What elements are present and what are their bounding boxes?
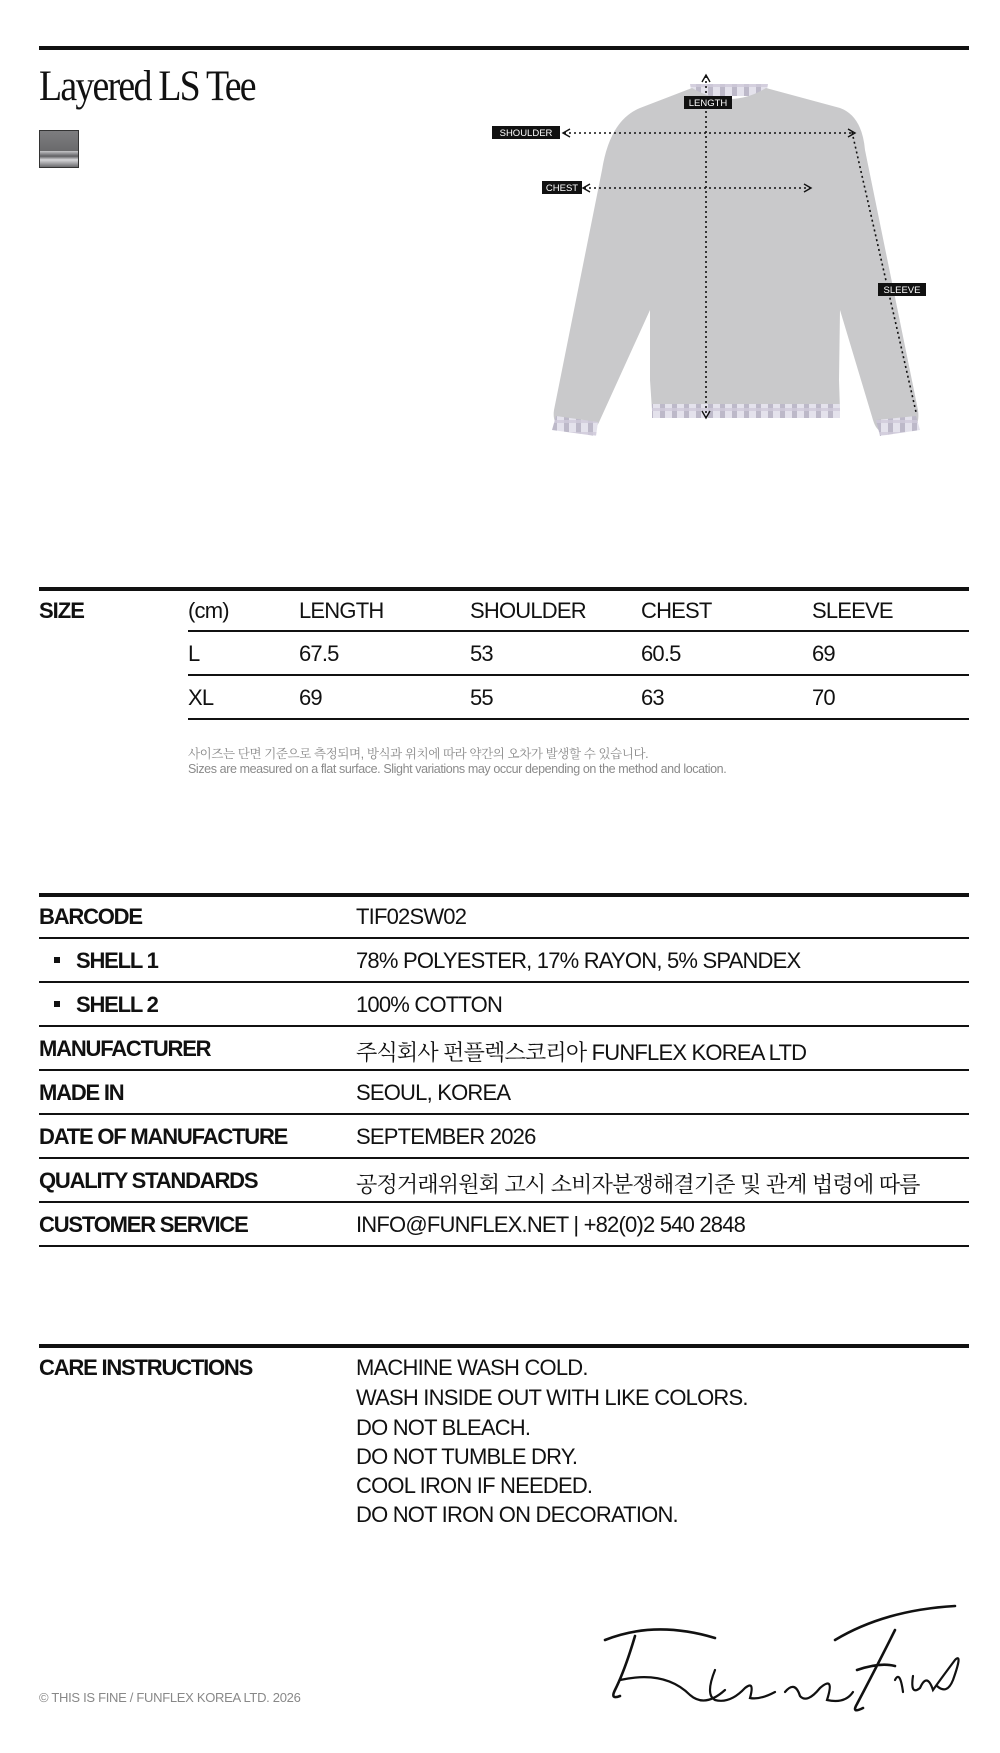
sleeve-label: SLEEVE: [883, 285, 921, 296]
size-header-chest: CHEST: [641, 598, 712, 623]
size-cell: 70: [812, 685, 835, 710]
spec-key-shell-1: SHELL 1: [54, 948, 158, 974]
spec-divider: [39, 1069, 969, 1071]
size-cell: 69: [299, 685, 322, 710]
bullet-icon: [54, 1001, 60, 1007]
spec-key-customer-service: CUSTOMER SERVICE: [39, 1212, 248, 1237]
size-header-shoulder: SHOULDER: [470, 598, 586, 623]
size-cell: 55: [470, 685, 493, 710]
copyright: © THIS IS FINE / FUNFLEX KOREA LTD. 2026: [39, 1690, 301, 1705]
hem-layer: [652, 404, 840, 418]
care-line: DO NOT BLEACH.: [356, 1415, 531, 1440]
top-rule: [39, 46, 969, 50]
spec-key-made-in: MADE IN: [39, 1080, 124, 1105]
spec-table-rule: [39, 893, 969, 897]
size-cell: 67.5: [299, 641, 339, 666]
spec-key-date: DATE OF MANUFACTURE: [39, 1124, 288, 1149]
size-cell: L: [188, 641, 200, 666]
spec-value-barcode: TIF02SW02: [356, 904, 467, 929]
spec-divider: [39, 1157, 969, 1159]
spec-value-manufacturer: 주식회사 펀플렉스코리아 FUNFLEX KOREA LTD: [356, 1040, 807, 1065]
spec-divider: [39, 1025, 969, 1027]
size-table-rule: [39, 587, 969, 591]
bullet-icon: [54, 957, 60, 963]
size-row-divider: [188, 630, 969, 632]
size-heading: SIZE: [39, 598, 84, 623]
size-note-en: Sizes are measured on a flat surface. Slight variations may occur depending on the method and location.: [188, 762, 727, 776]
spec-key-manufacturer: MANUFACTURER: [39, 1036, 211, 1061]
size-cell: 69: [812, 641, 835, 666]
size-diagram: [499, 80, 980, 500]
spec-divider: [39, 981, 969, 983]
spec-value-shell-1: 78% POLYESTER, 17% RAYON, 5% SPANDEX: [356, 948, 801, 973]
signature-logo: [595, 1600, 965, 1720]
spec-key-quality: QUALITY STANDARDS: [39, 1168, 258, 1193]
size-cell: XL: [188, 685, 214, 710]
spec-value-quality: 공정거래위원회 고시 소비자분쟁해결기준 및 관계 법령에 따름: [356, 1172, 920, 1197]
product-title: Layered LS Tee: [39, 63, 255, 110]
spec-value-shell-2: 100% COTTON: [356, 992, 503, 1017]
spec-key-barcode: BARCODE: [39, 904, 142, 929]
spec-value-made-in: SEOUL, KOREA: [356, 1080, 511, 1105]
care-rule: [39, 1344, 969, 1348]
size-header-unit: (cm): [188, 598, 229, 623]
size-cell: 53: [470, 641, 493, 666]
size-row-divider: [188, 718, 969, 720]
shoulder-label: SHOULDER: [499, 128, 553, 139]
care-line: DO NOT TUMBLE DRY.: [356, 1444, 578, 1469]
spec-divider: [39, 1201, 969, 1203]
size-note-ko: 사이즈는 단면 기준으로 측정되며, 방식과 위치에 따라 약간의 오차가 발생할 수 있습니다.: [188, 747, 649, 761]
size-cell: 63: [641, 685, 664, 710]
chest-label: CHEST: [545, 183, 579, 194]
size-cell: 60.5: [641, 641, 681, 666]
spec-value-date: SEPTEMBER 2026: [356, 1124, 536, 1149]
spec-divider: [39, 1245, 969, 1247]
size-header-sleeve: SLEEVE: [812, 598, 893, 623]
size-row-divider: [188, 674, 969, 676]
spec-key-shell-2: SHELL 2: [54, 992, 158, 1018]
care-line: MACHINE WASH COLD.: [356, 1355, 588, 1380]
shirt-body: [554, 88, 919, 432]
spec-divider: [39, 1113, 969, 1115]
care-line: COOL IRON IF NEEDED.: [356, 1473, 593, 1498]
care-line: WASH INSIDE OUT WITH LIKE COLORS.: [356, 1385, 748, 1410]
care-line: DO NOT IRON ON DECORATION.: [356, 1502, 678, 1527]
spec-divider: [39, 937, 969, 939]
spec-value-customer-service[interactable]: INFO@FUNFLEX.NET | +82(0)2 540 2848: [356, 1212, 746, 1237]
color-swatch[interactable]: [39, 130, 79, 168]
size-header-length: LENGTH: [299, 598, 384, 623]
care-heading: CARE INSTRUCTIONS: [39, 1355, 253, 1380]
length-label: LENGTH: [688, 98, 728, 109]
